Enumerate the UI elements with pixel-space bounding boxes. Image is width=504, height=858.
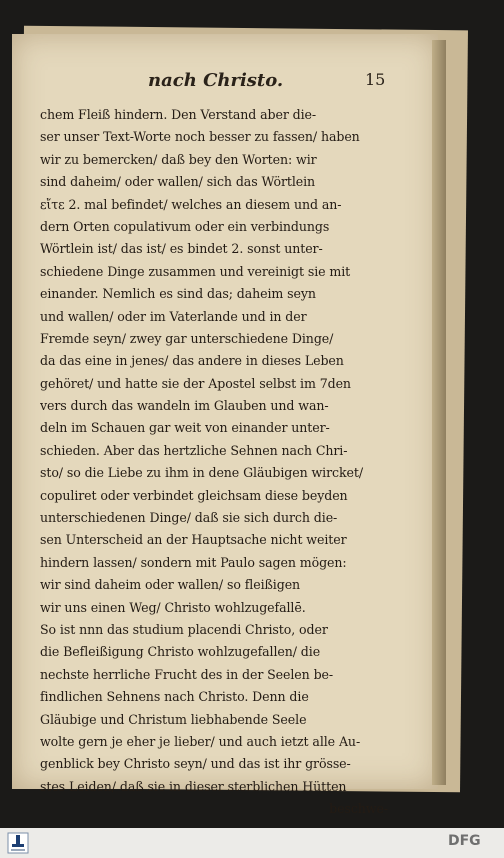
text-line: und wallen/ oder im Vaterlande und in der xyxy=(40,308,307,324)
text-line: findlichen Sehnens nach Christo. Denn die xyxy=(40,689,309,705)
text-line: schieden. Aber das hertzliche Sehnen nach Chri- xyxy=(40,442,348,458)
text-line: sind daheim/ oder wallen/ sich das Wörtlein xyxy=(40,174,316,190)
text-line: wir zu bemercken/ daß bey den Worten: wir xyxy=(40,151,317,167)
text-line: wir uns einen Weg/ Christo wohlzugefallē. xyxy=(40,599,306,615)
body-text xyxy=(40,104,388,821)
text-line: vers durch das wandeln im Glauben und wan- xyxy=(40,398,329,414)
text-line: genblick bey Christo seyn/ und das ist ihr grösse- xyxy=(40,756,351,772)
text-line: die Befleißigung Christo wohlzugefallen/ die xyxy=(40,644,321,660)
text-line: So ist nnn das studium placendi Christo, oder xyxy=(40,621,328,637)
dfg-logo: DFG xyxy=(448,833,481,849)
text-line: sto/ so die Liebe zu ihm in dene Gläubigen wircket/ xyxy=(40,465,363,481)
text-line: wir sind daheim oder wallen/ so fleißigen xyxy=(40,577,301,593)
text-line: copuliret oder verbindet gleichsam diese beyden xyxy=(40,487,348,503)
page-number: 15 xyxy=(365,70,386,89)
text-line: dern Orten copulativum oder ein verbindungs xyxy=(40,218,330,234)
text-line: ser unser Text-Worte noch besser zu fassen/ haben xyxy=(40,129,360,145)
text-line: unterschiedenen Dinge/ daß sie sich durch die- xyxy=(40,510,338,526)
text-line: da das eine in jenes/ das andere in dieses Leben xyxy=(40,353,344,369)
text-line: wolte gern je eher je lieber/ und auch ietzt alle Au- xyxy=(40,733,361,749)
text-line: εἴτε 2. mal befindet/ welches an diesem und an- xyxy=(40,196,342,212)
text-line: Wörtlein ist/ das ist/ es bindet 2. sonst unter- xyxy=(40,241,323,257)
text-line: schiedene Dinge zusammen und vereinigt sie mit xyxy=(40,263,351,279)
text-line: gehöret/ und hatte sie der Apostel selbst im 7den xyxy=(40,375,351,391)
text-line: sen Unterscheid an der Hauptsache nicht weiter xyxy=(40,532,347,548)
library-logo-icon xyxy=(4,830,32,856)
page-edge xyxy=(432,40,446,785)
text-line: Gläubige und Christum liebhabende Seele xyxy=(40,711,307,727)
text-line: stes Leiden/ daß sie in dieser sterblichen Hütten xyxy=(40,778,347,794)
text-line: deln im Schauen gar weit von einander unter- xyxy=(40,420,330,436)
viewer-footer xyxy=(0,828,504,858)
text-line: Fremde seyn/ zwey gar unterschiedene Dinge/ xyxy=(40,330,334,346)
running-head: nach Christo. xyxy=(148,70,284,91)
text-line: nechste herrliche Frucht des in der Seelen be- xyxy=(40,666,334,682)
text-line: einander. Nemlich es sind das; daheim seyn xyxy=(40,286,316,302)
catchword: beschwe- xyxy=(329,801,388,817)
text-line: chem Fleiß hindern. Den Verstand aber die- xyxy=(40,107,317,122)
text-line: hindern lassen/ sondern mit Paulo sagen mögen: xyxy=(40,554,347,570)
